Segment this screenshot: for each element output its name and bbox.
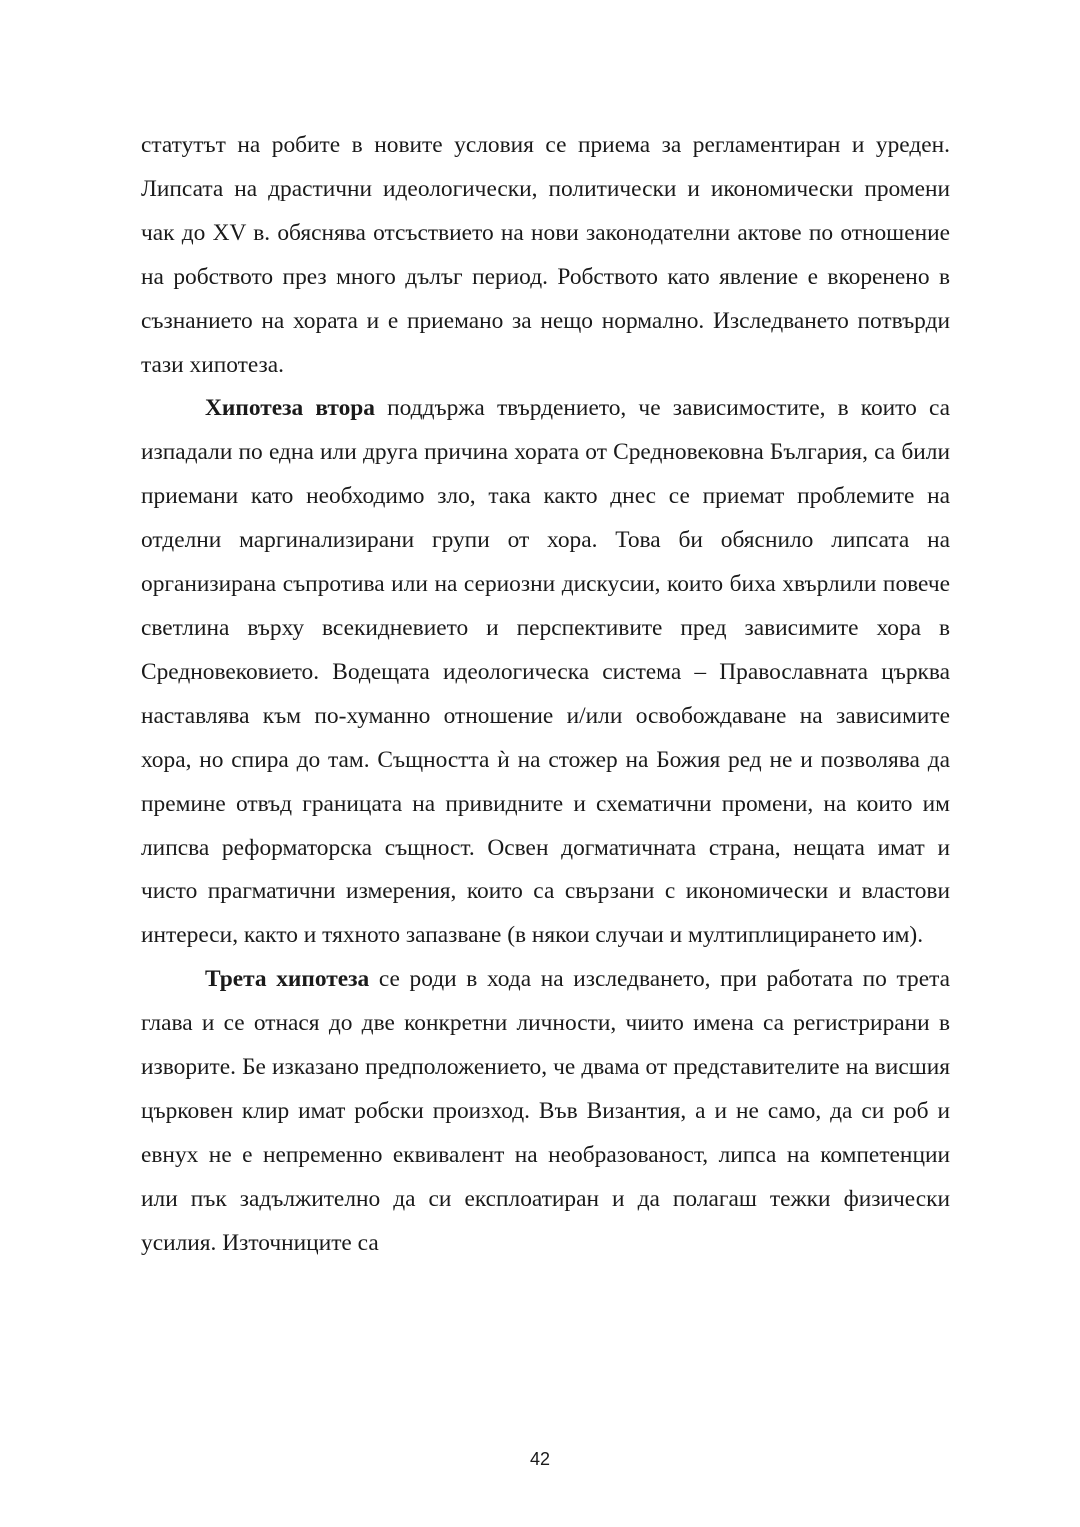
paragraph-continued: статутът на робите в новите условия се приема за регламентиран и уреден. Липсата на драстични идеологически, политически и икономически промени чак до XV в. обяснява отсъствието на нови законодателни актове по отношение на робството през много дълъг период. Робството като явление е вкоренено в съзнанието на хората и е приемано за нещо нормално. Изследването потвърди тази хипотеза. (141, 132, 950, 378)
hypothesis-three-heading: Трета хипотеза (205, 966, 370, 993)
body-text (141, 124, 950, 1266)
hypothesis-two-heading: Хипотеза втора (205, 395, 375, 422)
paragraph-hypothesis-two (141, 387, 950, 958)
paragraph-hypothesis-three (141, 958, 950, 1265)
hypothesis-three-body: се роди в хода на изследването, при работата по трета глава и се отнася до две конкретни личности, чиито имена са регистрирани в изворите. Бе изказано предположението, че двама от представителите на висшия църковен клир имат робски произход. Във Византия, а и не само, да си роб и евнух не е непременно еквивалент на необразованост, липса на компетенции или пък задължително да си експлоатиран и да полагаш тежки физически усилия. Източниците са (141, 966, 950, 1256)
hypothesis-two-body: поддържа твърдението, че зависимостите, в които са изпадали по една или друга причина хората от Средновековна България, са били приемани като необходимо зло, така както днес се приемат проблемите на отделни маргинализирани групи от хора. Това би обяснило липсата на организирана съпротива или на сериозни дискусии, които биха хвърлили повече светлина върху всекидневието и перспективите пред зависимите хора в Средновековието. Водещата идеологическа система – Православната църква наставлява към по-хуманно отношение и/или освобождаване на зависимите хора, но спира до там. Същността ѝ на стожер на Божия ред не и позволява да премине отвъд границата на привидните и схематични промени, на които им липсва реформаторска същност. Освен догматичната страна, нещата имат и чисто прагматични измерения, които са свързани с икономически и властови интереси, както и тяхното запазване (в някои случаи и мултиплицирането им). (141, 395, 950, 949)
page-number: 42 (529, 1449, 551, 1469)
